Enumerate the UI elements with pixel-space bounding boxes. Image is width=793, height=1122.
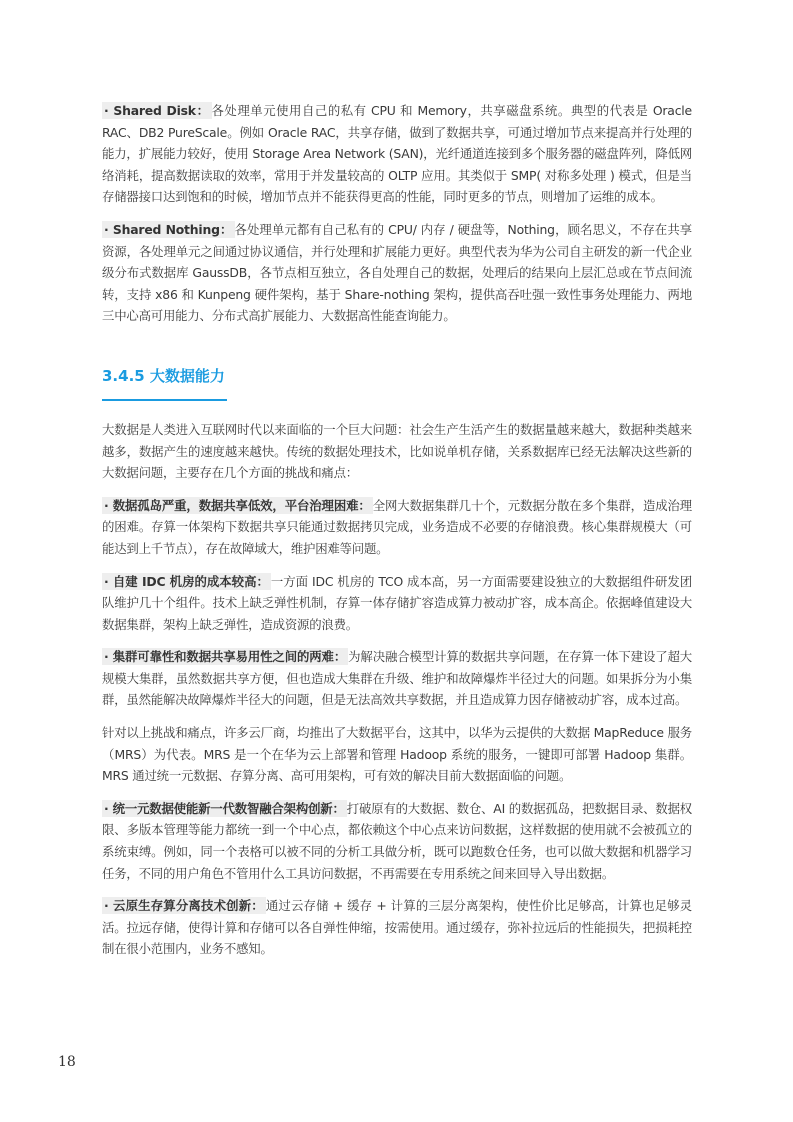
shared-nothing-paragraph — [102, 219, 692, 327]
page-number: 18 — [58, 1054, 76, 1070]
shared-disk-text: 各处理单元使用自己的私有 CPU 和 Memory，共享磁盘系统。典型的代表是 Oracle RAC、DB2 PureScale。例如 Oracle RAC，共享存储，做到了数据共享，可通过增加节点来提高并行处理的能力，扩展能力较好，使用 Storage Area Network (SAN)，光纤通道连接到多个服务器的磁盘阵列，降低网络消耗，提高数据读取的效率，常用于并发量较高的 OLTP 应用。其类似于 SMP( 对称多处理 ) 模式，但是当存储器接口达到饱和的时候，增加节点并不能获得更高的性能，同时更多的节点，则增加了运维的成本。 — [102, 103, 692, 205]
innovation-paragraph-storage-compute — [102, 895, 692, 960]
innovation-text: 打破原有的大数据、数仓、AI 的数据孤岛，把数据目录、数据权限、多版本管理等能力都统一到一个中心点，都依赖这个中心点来访问数据，这样数据的使用就不会被孤立的系统束缚。例如，同一个表格可以被不同的分析工具做分析，既可以跑数仓任务，也可以做大数据和机器学习任务，不同的用户角色不管用什么工具访问数据，不再需要在专用系统之间来回导入导出数据。 — [102, 800, 692, 881]
shared-nothing-label: · Shared Nothing： — [104, 221, 233, 237]
document-page — [102, 100, 692, 971]
challenge-text: 全网大数据集群几十个，元数据分散在多个集群，造成治理的困难。存算一体架构下数据共享只能通过数据拷贝完成，业务造成不必要的存储浪费。核心集群规模大（可能达到上千节点），存在故障域大，维护困难等问题。 — [102, 497, 692, 556]
shared-disk-paragraph — [102, 100, 692, 208]
challenge-paragraph-reliability — [102, 646, 692, 711]
innovation-text: 通过云存储 + 缓存 + 计算的三层分离架构，使性价比足够高，计算也足够灵活。拉远存储，使得计算和存储可以各自弹性伸缩，按需使用。通过缓存，弥补拉远后的性能损失，把损耗控制在很小范围内，业务不感知。 — [102, 898, 692, 957]
innovation-paragraph-unified-metadata — [102, 798, 692, 884]
challenge-label: · 自建 IDC 机房的成本较高： — [104, 573, 269, 589]
shared-nothing-text: 各处理单元都有自己私有的 CPU/ 内存 / 硬盘等，Nothing，顾名思义，不存在共享资源，各处理单元之间通过协议通信，并行处理和扩展能力更好。典型代表为华为公司自主研发的新一代企业级分布式数据库 GaussDB，各节点相互独立，各自处理自己的数据，处理后的结果向上层汇总或在节点间流转，支持 x86 和 Kunpeng 硬件架构，基于 Share-nothing 架构，提供高吞吐强一致性事务处理能力、两地三中心高可用能力、分布式高扩展能力、大数据高性能查询能力。 — [102, 221, 692, 324]
challenge-text: 为解决融合模型计算的数据共享问题，在存算一体下建设了超大规模大集群，虽然数据共享方便，但也造成大集群在升级、维护和故障爆炸半径过大的问题。如果拆分为小集群，虽然能解决故障爆炸半径大的问题，但是无法高效共享数据，并且造成算力因存储被动扩容，成本过高。 — [102, 649, 692, 708]
shared-disk-label: · Shared Disk： — [104, 103, 210, 118]
mrs-paragraph: 针对以上挑战和痛点，许多云厂商，均推出了大数据平台，这其中，以华为云提供的大数据 MapReduce 服务（MRS）为代表。MRS 是一个在华为云上部署和管理 Hadoop 系统的服务，一键即可部署 Hadoop 集群。MRS 通过统一元数据、存算分离、高可用架构，可有效的解决目前大数据面临的问题。 — [102, 725, 692, 784]
innovation-label: · 统一元数据使能新一代数智融合架构创新： — [104, 800, 345, 816]
challenge-label: · 数据孤岛严重，数据共享低效，平台治理困难： — [104, 497, 371, 513]
challenge-text: 一方面 IDC 机房的 TCO 成本高，另一方面需要建设独立的大数据组件研发团队维护几十个组件。技术上缺乏弹性机制，存算一体存储扩容造成算力被动扩容，成本高企。依据峰值建设大数据集群，架构上缺乏弹性，造成资源的浪费。 — [102, 573, 692, 632]
heading-underline — [102, 399, 227, 401]
section-heading: 3.4.5 大数据能力 — [102, 366, 225, 385]
innovation-label: · 云原生存算分离技术创新： — [104, 898, 264, 914]
challenge-paragraph-data-silos — [102, 495, 692, 560]
challenge-paragraph-idc-cost — [102, 571, 692, 636]
challenge-label: · 集群可靠性和数据共享易用性之间的两难： — [104, 649, 347, 665]
intro-paragraph: 大数据是人类进入互联网时代以来面临的一个巨大问题：社会生产生活产生的数据量越来越大，数据种类越来越多，数据产生的速度越来越快。传统的数据处理技术，比如说单机存储，关系数据库已经无法解决这些新的大数据问题，主要存在几个方面的挑战和痛点： — [102, 421, 692, 481]
